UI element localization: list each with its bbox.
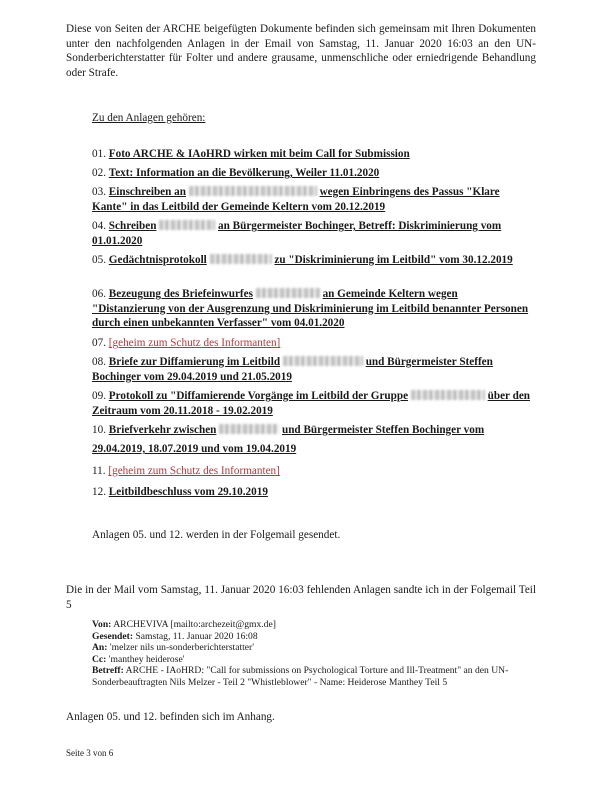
attachment-title-cont[interactable]: und Bürgermeister Steffen Bochinger vom (281, 424, 485, 436)
attachment-item-08[interactable] (92, 355, 532, 384)
attachment-title[interactable]: Bezeugung des Briefeinwurfes (108, 288, 253, 300)
attachment-title-cont[interactable]: über den Zeitraum vom 20.11.2018 - 19.02.2019 (92, 390, 531, 417)
attachment-title[interactable]: Foto ARCHE & IAoHRD wirken mit beim Call for Submission (108, 148, 410, 160)
attachment-title-cont[interactable]: und Bürgermeister Steffen Bochinger vom 29.04.2019 und 21.05.2019 (92, 356, 493, 383)
email-sent-label: Gesendet: (92, 630, 134, 642)
redacted-note: [geheim zum Schutz des Informanten] (108, 337, 281, 349)
follow-up-paragraph: Die in der Mail vom Samstag, 11. Januar 2020 16:03 fehlenden Anlagen sandte ich in der Folgemail Teil 5 (66, 584, 536, 611)
attachment-item-10-dates[interactable] (92, 442, 532, 457)
attachment-number: 11. (92, 465, 106, 477)
follow-up-note-1: Anlagen 05. und 12. werden in der Folgemail gesendet. (92, 529, 341, 541)
attachment-item-02[interactable] (92, 166, 532, 181)
attachment-title[interactable]: Schreiben (108, 220, 157, 232)
attachment-item-07 (92, 336, 532, 351)
follow-up-note-2: Anlagen 05. und 12. befinden sich im Anhang. (66, 711, 275, 723)
attachment-item-09[interactable] (92, 389, 532, 418)
attachment-title[interactable]: Gedächtnisprotokoll (108, 254, 207, 266)
intro-paragraph: Diese von Seiten der ARCHE beigefügten Dokumente befinden sich gemeinsam mit Ihren Dokumenten unter den nachfolgenden Anlagen in der Email von Samstag, 11. Januar 2020 16:03 an den UN-Sonderberichterstatter für Folter und andere grausame, unmenschliche oder erniedrigende Behandlung oder Strafe. (66, 23, 536, 79)
email-sent-row (92, 631, 542, 643)
attachment-title[interactable]: Briefe zur Diffamierung im Leitbild (108, 356, 281, 368)
redacted-name (283, 356, 363, 366)
email-to-label: An: (92, 642, 108, 653)
attachment-number: 02. (92, 167, 106, 179)
attachment-item-05[interactable] (92, 253, 532, 268)
attachment-item-11 (92, 464, 532, 479)
email-cc-label: Cc: (92, 653, 107, 665)
attachment-item-03[interactable] (92, 185, 532, 214)
attachment-title[interactable]: Einschreiben an (108, 186, 186, 198)
redacted-name (189, 186, 317, 196)
attachment-number: 06. (92, 288, 106, 300)
page-number: Seite 3 von 6 (66, 748, 114, 758)
email-sent: Samstag, 11. Januar 2020 16:08 (135, 630, 258, 642)
redacted-name (256, 288, 320, 298)
attachment-item-06[interactable] (92, 287, 532, 331)
email-to: 'melzer nils un-sonderberichterstatter' (109, 642, 254, 653)
attachment-number: 03. (92, 186, 106, 198)
attachment-number: 07. (92, 337, 106, 349)
attachment-item-01[interactable] (92, 147, 532, 162)
attachment-number: 08. (92, 356, 106, 368)
attachment-number: 01. (92, 148, 106, 160)
attachment-number: 12. (92, 486, 106, 498)
redacted-note: [geheim zum Schutz des Informanten] (108, 465, 280, 477)
email-subject-row (92, 665, 542, 688)
attachment-title[interactable]: Leitbildbeschluss vom 29.10.2019 (108, 486, 268, 498)
attachment-item-04[interactable] (92, 219, 532, 248)
email-subject-label: Betreff: (92, 665, 124, 676)
email-to-row (92, 642, 542, 654)
redacted-name (411, 390, 485, 400)
email-from-label: Von: (92, 619, 112, 630)
email-cc: 'manthey heiderose' (108, 653, 185, 665)
redacted-name (210, 254, 272, 264)
attachment-title-cont[interactable]: zu "Diskriminierung im Leitbild" vom 30.12.2019 (274, 254, 513, 266)
email-header (92, 619, 542, 688)
attachment-title-cont[interactable]: an Bürgermeister Bochinger, Betreff: Diskriminierung vom 01.01.2020 (92, 220, 502, 247)
attachment-item-10[interactable] (92, 423, 532, 438)
attachment-title-cont[interactable]: an Gemeinde Keltern wegen "Distanzierung von der Ausgrenzung und Diskriminierung im Leitbild benannter Personen durch einen unbekannten Verfasser" vom 04.01.2020 (92, 288, 529, 329)
attachment-number: 09. (92, 390, 106, 402)
attachment-item-12[interactable] (92, 485, 532, 500)
attachment-number: 05. (92, 254, 106, 266)
redacted-name (219, 424, 279, 434)
attachment-number: 10. (92, 424, 106, 436)
attachment-number: 04. (92, 220, 106, 232)
redacted-name (159, 220, 215, 230)
email-from-row (92, 619, 542, 631)
attachments-heading: Zu den Anlagen gehören: (92, 112, 206, 124)
email-from[interactable]: ARCHEVIVA [mailto:archezeit@gmx.de] (113, 619, 276, 630)
attachment-dates[interactable]: 29.04.2019, 18.07.2019 und vom 19.04.2019 (92, 443, 297, 455)
attachment-title[interactable]: Briefverkehr zwischen (108, 424, 217, 436)
attachment-title-cont[interactable]: wegen Einbringens des Passus "Klare Kante" in das Leitbild der Gemeinde Keltern vom 20.12.2019 (92, 186, 500, 213)
email-cc-row (92, 654, 542, 666)
attachment-title[interactable]: Text: Information an die Bevölkerung, Weiler 11.01.2020 (108, 167, 380, 179)
attachment-title[interactable]: Protokoll zu "Diffamierende Vorgänge im Leitbild der Gruppe (108, 390, 409, 402)
email-subject: ARCHE - IAoHRD: "Call for submissions on Psychological Torture and Ill-Treatment" an den UN-Sonderbeauftragten Nils Melzer - Teil 2 "Whistleblower" - Name: Heiderose Manthey Teil 5 (92, 665, 509, 688)
